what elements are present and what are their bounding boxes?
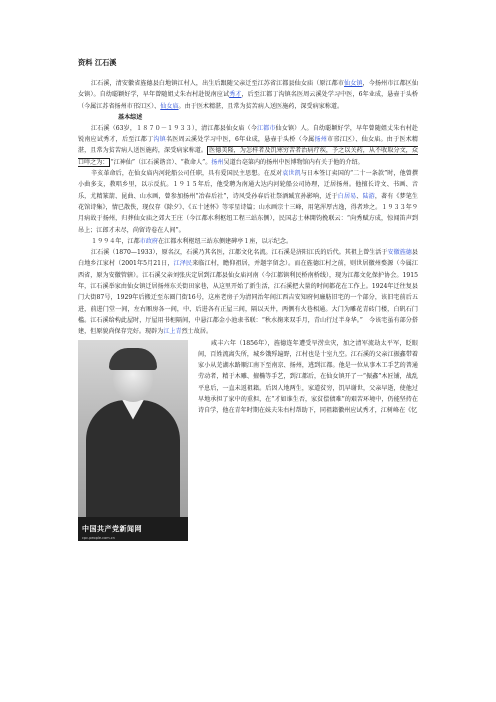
text-run: 吴道台亳第内的扬州中医博物馆内有关于他的介绍。 xyxy=(223,158,364,166)
text-run: １９９４年，江都 xyxy=(91,237,140,245)
link-yangzhou[interactable]: 扬州 xyxy=(314,136,328,144)
intro-paragraph xyxy=(78,78,418,112)
link-jiang-zemin[interactable]: 江泽民 xyxy=(173,260,193,268)
photo-watermark: 中国共产党新闻网 xyxy=(82,524,142,533)
document-title: 资料 江石溪 xyxy=(78,58,117,67)
link-xiucai[interactable]: 秀才 xyxy=(229,91,242,99)
text-run: 辛亥革命后，在仙女庙内河轮船公司任职，具有爱国民主思想。在反对 xyxy=(91,170,283,178)
text-run: ，今扬州市江都区仙女镇）。自幼聪颖好学，早年曾随姐丈朱右村赴锐南应试 xyxy=(78,80,419,99)
text-run: “江神仙”（江石溪谐音）、“救命人”。 xyxy=(110,158,212,166)
text-run: 名医周云溪处学习中医，6年业成，悬壶于头桥（今属 xyxy=(165,136,315,144)
text-run: 与日本签订卖国的“二十一条款”时，他曾撰小曲多支，教唱乡里，以示反抗。１９１５年后，他受聘为南通大达内河轮船公司协理，迁居扬州。他擅长诗文、书画、音乐，尤精篆箭、昆曲、山水画，曾参加扬州“冶春后社”，诗风受孙春后社祭酒臧宜孙影响，近于 xyxy=(78,170,419,200)
text-run: 在江都水利枢纽三站东侧建碑亭１座，以示纪念。 xyxy=(158,237,293,245)
text-run: 江石溪，清安徽省旌德县白地镇江村人，出生后跟随父亲迁至江苏省江都县仙女庙（原江都市 xyxy=(91,80,345,87)
link-yangzhou-2[interactable]: 扬州 xyxy=(211,158,224,166)
link-yuan-shikai[interactable]: 袁世凯 xyxy=(282,170,301,178)
link-city-government[interactable]: 市政府 xyxy=(139,237,159,245)
photo-figure-cap xyxy=(109,348,157,370)
text-run: 来临江村，瞻仰祖居，并题字留念）。而在旌德江村之前，则世居徽州婺源（今属江西省，原为安徽管辖）。江石溪父亲刘张庆定居到江都县仙女庙河南（今江都镇利民桥南桥线），现为江都文化保护协会。1915年，江石溪举家由仙女镇迁居扬州东关街田家巷，从这里开始了新生活，江石溪把大量的时间都花在工作上。1924年迁往复县门大街87号，1929年后搬迁至东圈门街16号，这座老房子为清同治年间江西吉安知府何廉舫旧宅的一个部分，该旧宅前后五进，前进门堂一间，左右厢房各一间，中、后进各有正屋三间，隔以天井，两侧有火巷相通。大门为雕花青砖门楼，白矾石门槛。江石溪给构此屋时，厅屋用书柜隔间，中悬江都金小池隶书联：“秋水掬来双手月，青山行过半身华。” 今该宅虽有部分搭建，但原貌尚保存完好。现辟为 xyxy=(78,260,419,336)
figure-section xyxy=(78,338,418,541)
biography-paragraph xyxy=(78,247,418,337)
link-bai-juyi[interactable]: 白居易 xyxy=(337,192,357,200)
text-run: 。由于医术精湛，且常为贫苦病人送医施药，深受病家称道。 xyxy=(178,102,344,110)
link-xiannv-town[interactable]: 仙女镇 xyxy=(344,80,363,87)
career-paragraph xyxy=(78,168,418,236)
link-lu-you[interactable]: 陆游 xyxy=(362,192,375,200)
text-run: ，著有《梦笔生花馆诗集》，情已散佚，现仅存《除夕》、《五十述怀》等零星诗篇；山水画宗十三峰，用笔浑厚古逸，得者珍之。１９３３年９月病故于扬州，归葬仙女庙之郊大王庄（今江都水利枢纽工程三站东侧），民国志士林開钧挽联云：“向秀赋方成，惊闻笛声到吊上；江郎才未尽，尚留诗卷在人间”。 xyxy=(78,192,419,234)
text-run: ，后至江都丁沟镇名医周云溪处学习中医，6年业成，悬壶于头桥（今属江苏省扬州市邗江区）、 xyxy=(78,91,419,110)
link-jiang-shangqing[interactable]: 江上青 xyxy=(163,328,182,336)
family-history-paragraph: 咸丰六年（1856年），旌德连年遭受旱涝虫灾，加之清军流劫太平军，眨眼间，百姓流离失所，城乡饿殍遍野，江村也是十室九空。江石溪的父亲江振鑫带着家小从芜湖水路顺江南下至南京、扬州，逃到江都。他是一位从事木工手艺的普通劳动者，精于木雕、擅椭等手艺，到江都后，在仙女镇开了一“振鑫”木匠铺，战乱平息后，一直未返祖籍。后因人地两生，家道贫穷，饥早谢世，父亲早逝，使他过早地承担了家中的重担，在“才如谁生否，家贫偿债难”的艰苦环境中，仍能坚持在诗自学，他在青年时期在妹夫朱右村帮助下，同祖籍徽州应试秀才，江树峰在《忆 xyxy=(198,339,418,415)
section-heading-overview: 基本综述 xyxy=(118,113,143,121)
text-run: 江石溪（1870—1933），原名汉，石溪乃其名医，江都文化名流。江石溪是济阳江氏的后代。其祖上曾生活于 xyxy=(91,249,388,257)
text-run: 市邗江区）、仙女庙。由于医术精湛，且常为贫苦病人送医施药，深受病家称道。 xyxy=(78,136,419,155)
text-run: 烈士故居。 xyxy=(181,328,213,336)
link-jiangdu-city[interactable]: 江都市 xyxy=(256,124,276,132)
link-gou-town[interactable]: 沟镇 xyxy=(153,136,166,144)
overview-paragraph xyxy=(78,123,418,168)
link-xiannv-temple[interactable]: 仙女庙 xyxy=(160,102,179,110)
text-run: 县白地乡江家村（2001年5月21日， xyxy=(78,249,419,268)
memorial-paragraph xyxy=(78,236,418,247)
photo-watermark-url: cpc.people.com.cn xyxy=(82,535,115,540)
link-anhui-jingde[interactable]: 安徽旌德 xyxy=(387,249,412,257)
boxed-text: 医德美隆，为怎样者及饥寒穷苦者治病疗疾，予之以关药，从不收取分文，众口咩之为： xyxy=(78,147,419,166)
text-run: 仙女镇）人。自幼聪颖好学，早年曾随姐丈朱右村赴锐南应试秀才，后至江都丁 xyxy=(78,124,418,144)
text-run: 、 xyxy=(356,192,363,200)
text-run: 江石溪（63岁，１８７０－１９３３），清江都县仙女庙（今 xyxy=(91,124,257,132)
portrait-photo xyxy=(78,340,188,541)
